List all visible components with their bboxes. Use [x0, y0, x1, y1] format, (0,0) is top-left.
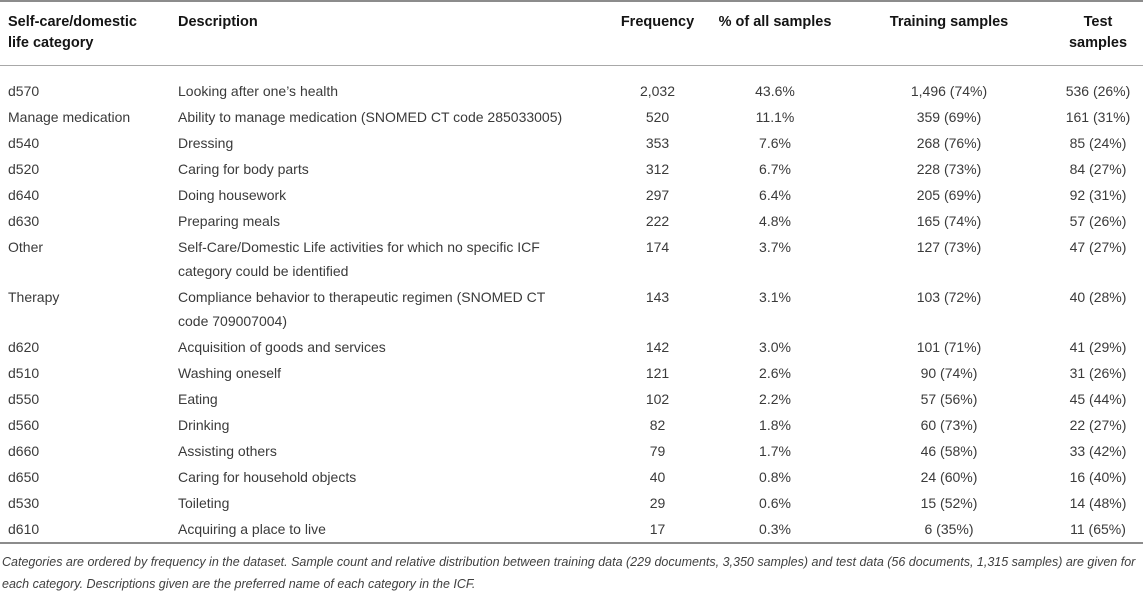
table-row	[0, 284, 1143, 334]
cell-frequency: 2,032	[639, 83, 676, 99]
cell-training-samples: 1,496 (74%)	[910, 83, 988, 99]
cell-frequency: 40	[649, 469, 666, 485]
cell-frequency: 17	[649, 521, 666, 537]
cell-frequency: 121	[645, 365, 670, 381]
cell-description: Preparing meals	[178, 213, 280, 229]
cell-description: Assisting others	[178, 443, 277, 459]
cell-frequency: 312	[645, 161, 670, 177]
cell-category: Manage medication	[8, 109, 131, 125]
table-row	[0, 464, 1143, 490]
cell-test-samples: 41 (29%)	[1069, 339, 1127, 355]
cell-description: Acquiring a place to live	[178, 521, 326, 537]
cell-frequency: 29	[649, 495, 666, 511]
cell-training-samples: 24 (60%)	[920, 469, 978, 485]
cell-pct-all-samples: 3.0%	[759, 339, 791, 355]
cell-test-samples: 16 (40%)	[1069, 469, 1127, 485]
table-row	[0, 130, 1143, 156]
cell-training-samples: 359 (69%)	[916, 109, 982, 125]
cell-category: d530	[8, 495, 40, 511]
cell-training-samples: 103 (72%)	[916, 289, 982, 305]
table-row	[0, 104, 1143, 130]
table-row	[0, 208, 1143, 234]
header-description: Description	[178, 14, 258, 30]
cell-description: Doing housework	[178, 187, 287, 203]
cell-category: d610	[8, 521, 40, 537]
cell-category: d540	[8, 135, 40, 151]
cell-pct-all-samples: 3.7%	[759, 239, 791, 255]
cell-pct-all-samples: 0.6%	[759, 495, 791, 511]
cell-description: Washing oneself	[178, 365, 281, 381]
header-row	[0, 1, 1143, 66]
cell-frequency: 174	[645, 239, 670, 255]
cell-frequency: 143	[645, 289, 670, 305]
cell-test-samples: 536 (26%)	[1065, 83, 1131, 99]
cell-test-samples: 92 (31%)	[1069, 187, 1127, 203]
cell-category: d520	[8, 161, 40, 177]
cell-test-samples: 22 (27%)	[1069, 417, 1127, 433]
table-row	[0, 490, 1143, 516]
cell-training-samples: 127 (73%)	[916, 239, 982, 255]
cell-description: Self-Care/Domestic Life activities for which no specific ICF category could be identified	[178, 239, 540, 279]
cell-pct-all-samples: 6.4%	[759, 187, 791, 203]
cell-test-samples: 85 (24%)	[1069, 135, 1127, 151]
cell-training-samples: 205 (69%)	[916, 187, 982, 203]
cell-description: Compliance behavior to therapeutic regimen (SNOMED CT code 709007004)	[178, 289, 546, 329]
cell-pct-all-samples: 3.1%	[759, 289, 791, 305]
cell-category: Other	[8, 239, 44, 255]
cell-category: d630	[8, 213, 40, 229]
cell-test-samples: 14 (48%)	[1069, 495, 1127, 511]
cell-training-samples: 90 (74%)	[920, 365, 978, 381]
cell-category: d510	[8, 365, 40, 381]
cell-pct-all-samples: 7.6%	[759, 135, 791, 151]
cell-category: d550	[8, 391, 40, 407]
table-row	[0, 412, 1143, 438]
cell-pct-all-samples: 4.8%	[759, 213, 791, 229]
cell-category: d570	[8, 83, 40, 99]
cell-test-samples: 84 (27%)	[1069, 161, 1127, 177]
cell-pct-all-samples: 2.2%	[759, 391, 791, 407]
header-training-samples: Training samples	[889, 14, 1009, 30]
cell-training-samples: 6 (35%)	[924, 521, 974, 537]
cell-category: d560	[8, 417, 40, 433]
cell-training-samples: 228 (73%)	[916, 161, 982, 177]
table-body	[0, 66, 1143, 544]
cell-description: Dressing	[178, 135, 234, 151]
cell-test-samples: 31 (26%)	[1069, 365, 1127, 381]
cell-training-samples: 46 (58%)	[920, 443, 978, 459]
cell-description: Acquisition of goods and services	[178, 339, 386, 355]
cell-frequency: 222	[645, 213, 670, 229]
table-header	[0, 1, 1143, 66]
table-row	[0, 234, 1143, 284]
cell-pct-all-samples: 11.1%	[755, 109, 795, 125]
cell-training-samples: 101 (71%)	[916, 339, 982, 355]
table-row	[0, 386, 1143, 412]
cell-test-samples: 45 (44%)	[1069, 391, 1127, 407]
cell-description: Caring for household objects	[178, 469, 357, 485]
cell-test-samples: 33 (42%)	[1069, 443, 1127, 459]
cell-test-samples: 11 (65%)	[1070, 521, 1126, 537]
cell-category: d650	[8, 469, 40, 485]
cell-category: d660	[8, 443, 40, 459]
cell-frequency: 142	[645, 339, 670, 355]
cell-training-samples: 165 (74%)	[916, 213, 982, 229]
cell-frequency: 520	[645, 109, 670, 125]
table-row	[0, 438, 1143, 464]
cell-training-samples: 60 (73%)	[920, 417, 978, 433]
cell-category: d640	[8, 187, 40, 203]
cell-pct-all-samples: 2.6%	[759, 365, 791, 381]
cell-description: Toileting	[178, 495, 230, 511]
cell-test-samples: 57 (26%)	[1069, 213, 1127, 229]
cell-training-samples: 57 (56%)	[920, 391, 978, 407]
header-category: Self-care/domestic life category	[8, 14, 137, 51]
cell-category: d620	[8, 339, 40, 355]
cell-test-samples: 47 (27%)	[1069, 239, 1127, 255]
cell-description: Caring for body parts	[178, 161, 309, 177]
cell-training-samples: 15 (52%)	[920, 495, 978, 511]
cell-pct-all-samples: 1.7%	[759, 443, 791, 459]
header-frequency: Frequency	[620, 14, 695, 30]
header-test-samples: Test samples	[1068, 14, 1128, 51]
cell-frequency: 353	[645, 135, 670, 151]
table-row	[0, 360, 1143, 386]
cell-test-samples: 161 (31%)	[1065, 109, 1131, 125]
cell-category: Therapy	[8, 289, 60, 305]
table-row	[0, 516, 1143, 543]
cell-frequency: 82	[649, 417, 666, 433]
cell-pct-all-samples: 1.8%	[759, 417, 791, 433]
table-row	[0, 182, 1143, 208]
cell-pct-all-samples: 43.6%	[755, 83, 795, 99]
cell-description: Looking after one’s health	[178, 83, 339, 99]
cell-frequency: 297	[645, 187, 670, 203]
cell-pct-all-samples: 6.7%	[759, 161, 791, 177]
header-pct-all-samples: % of all samples	[718, 14, 832, 30]
cell-training-samples: 268 (76%)	[916, 135, 982, 151]
cell-description: Drinking	[178, 417, 230, 433]
table-footnote: Categories are ordered by frequency in the dataset. Sample count and relative distribution between training data (229 documents, 3,350 samples) and test data (56 documents, 1,315 samples) are given for each category. Descriptions given are the preferred name of each category in the ICF.	[2, 555, 1136, 591]
cell-description: Ability to manage medication (SNOMED CT code 285033005)	[178, 109, 563, 125]
table-row	[0, 66, 1143, 105]
cell-pct-all-samples: 0.3%	[759, 521, 791, 537]
table-row	[0, 156, 1143, 182]
cell-description: Eating	[178, 391, 218, 407]
cell-pct-all-samples: 0.8%	[759, 469, 791, 485]
table-row	[0, 334, 1143, 360]
cell-frequency: 102	[645, 391, 670, 407]
cell-frequency: 79	[649, 443, 666, 459]
cell-test-samples: 40 (28%)	[1069, 289, 1127, 305]
